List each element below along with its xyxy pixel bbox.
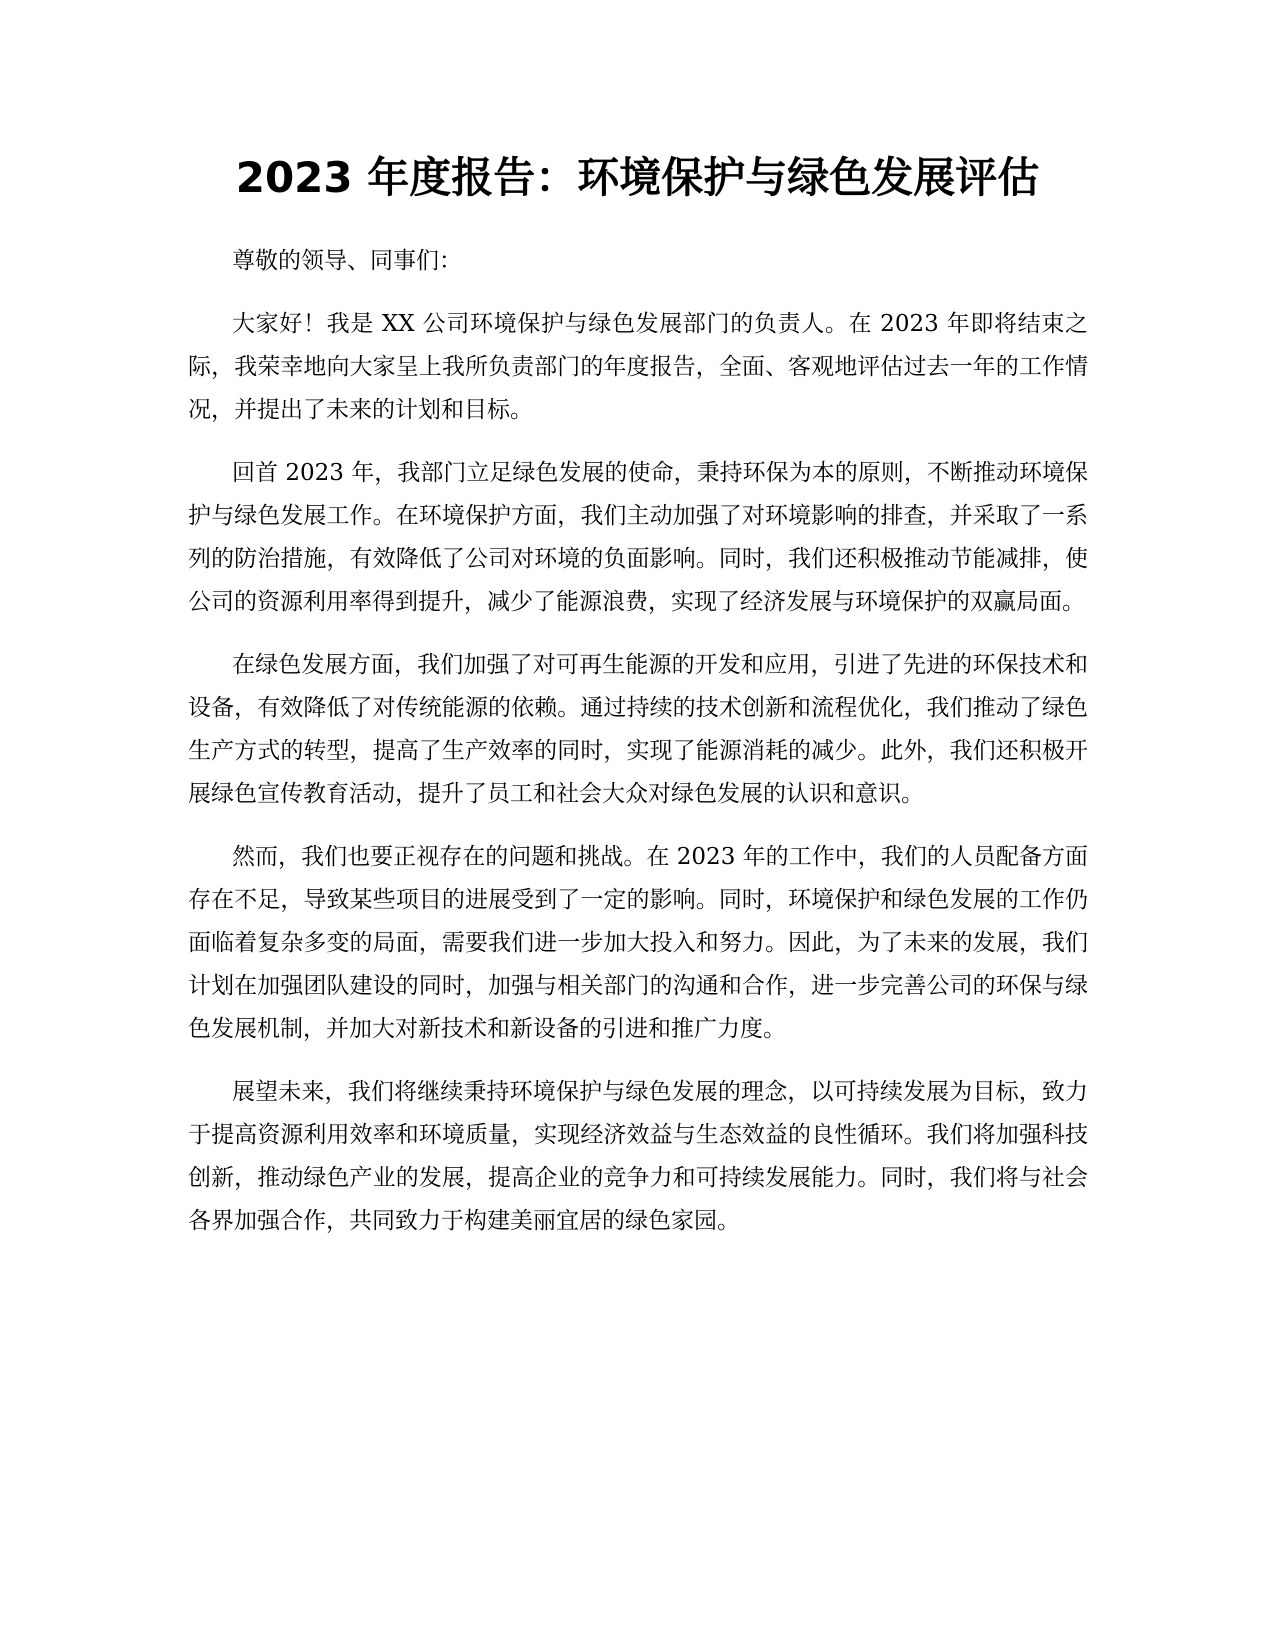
document-body xyxy=(188,240,1088,1263)
paragraph-greeting: 大家好！我是 XX 公司环境保护与绿色发展部门的负责人。在 2023 年即将结束之际，我荣幸地向大家呈上我所负责部门的年度报告，全面、客观地评估过去一年的工作情况，并提出了未来的计划和目标。 xyxy=(188,311,1088,423)
paragraph-challenges: 然而，我们也要正视存在的问题和挑战。在 2023 年的工作中，我们的人员配备方面存在不足，导致某些项目的进展受到了一定的影响。同时，环境保护和绿色发展的工作仍面临着复杂多变的局面，需要我们进一步加大投入和努力。因此，为了未来的发展，我们计划在加强团队建设的同时，加强与相关部门的沟通和合作，进一步完善公司的环保与绿色发展机制，并加大对新技术和新设备的引进和推广力度。 xyxy=(188,844,1088,1042)
paragraph-outlook: 展望未来，我们将继续秉持环境保护与绿色发展的理念，以可持续发展为目标，致力于提高资源利用效率和环境质量，实现经济效益与生态效益的良性循环。我们将加强科技创新，推动绿色产业的发展，提高企业的竞争力和可持续发展能力。同时，我们将与社会各界加强合作，共同致力于构建美丽宜居的绿色家园。 xyxy=(188,1079,1088,1234)
salutation: 尊敬的领导、同事们： xyxy=(232,248,462,274)
paragraph-green-development: 在绿色发展方面，我们加强了对可再生能源的开发和应用，引进了先进的环保技术和设备，有效降低了对传统能源的依赖。通过持续的技术创新和流程优化，我们推动了绿色生产方式的转型，提高了生产效率的同时，实现了能源消耗的减少。此外，我们还积极开展绿色宣传教育活动，提升了员工和社会大众对绿色发展的认识和意识。 xyxy=(188,652,1088,807)
paragraph-review: 回首 2023 年，我部门立足绿色发展的使命，秉持环保为本的原则，不断推动环境保护与绿色发展工作。在环境保护方面，我们主动加强了对环境影响的排查，并采取了一系列的防治措施，有效降低了公司对环境的负面影响。同时，我们还积极推动节能减排，使公司的资源利用率得到提升，减少了能源浪费，实现了经济发展与环境保护的双赢局面。 xyxy=(188,460,1088,615)
document-title: 2023 年度报告：环境保护与绿色发展评估 xyxy=(235,153,1040,202)
